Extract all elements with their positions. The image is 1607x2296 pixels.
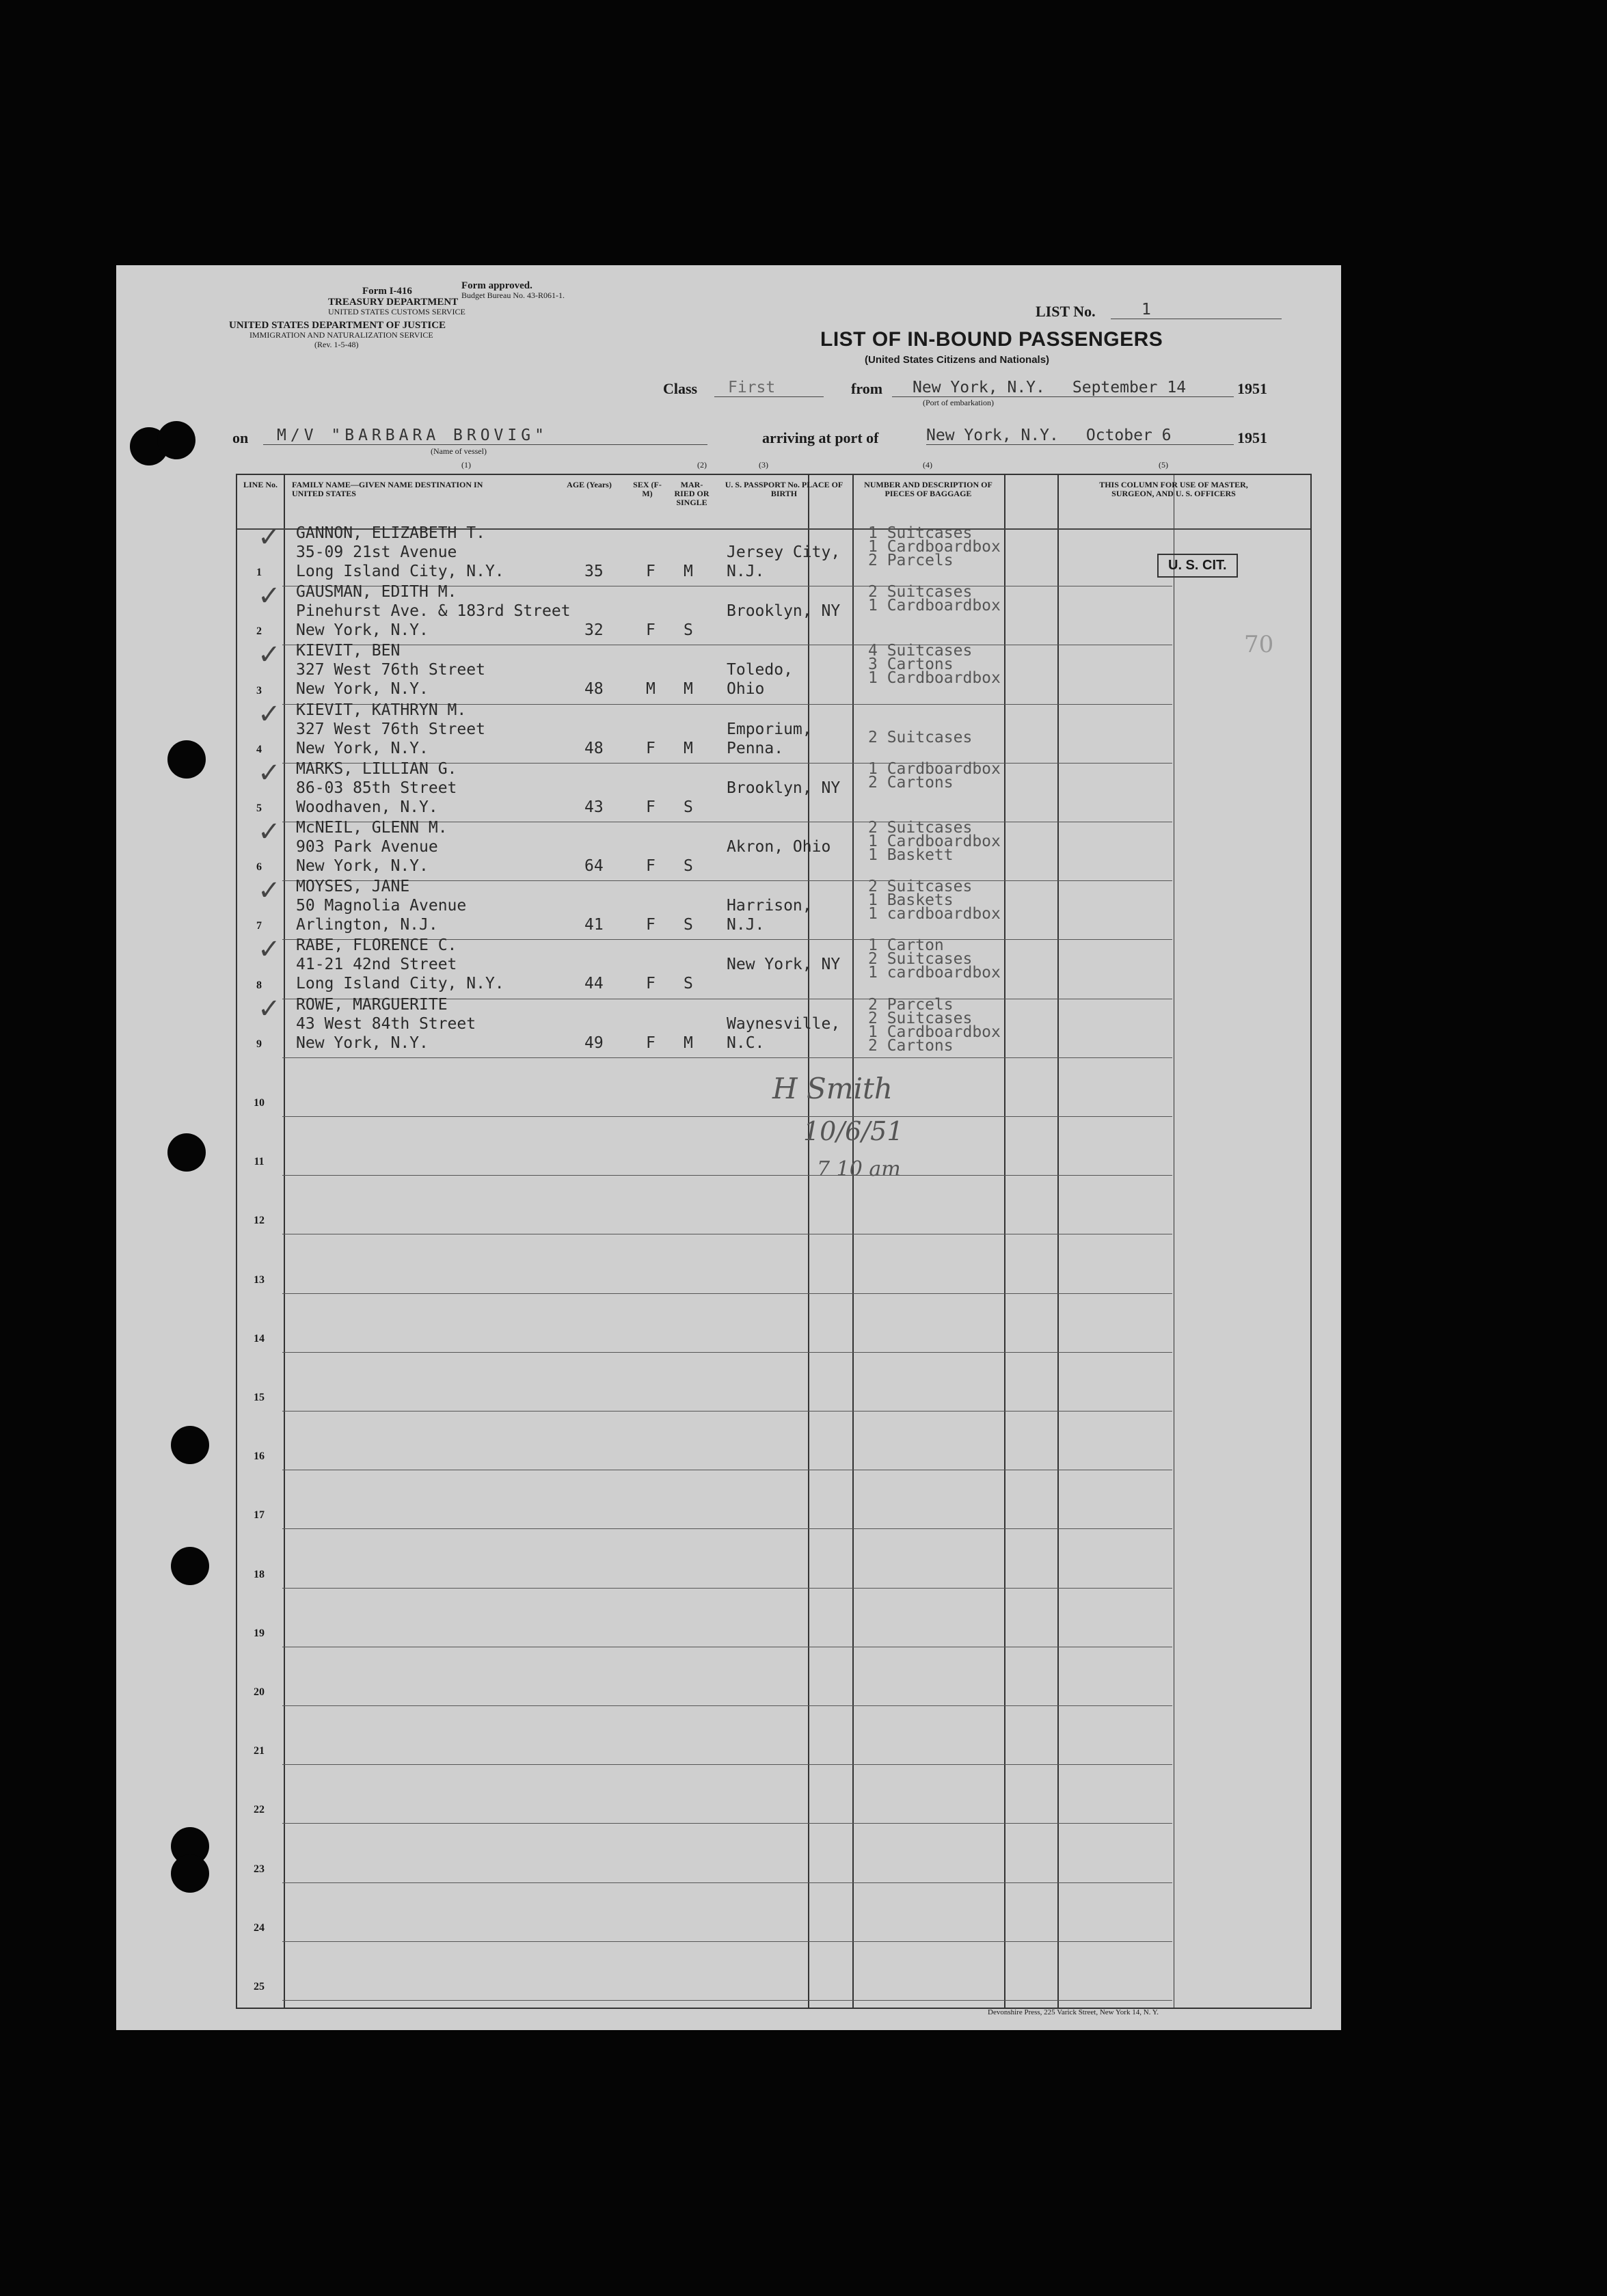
- cell-addr: New York, N.Y.: [296, 857, 429, 875]
- cell-bag: 1 Baskett: [868, 846, 954, 864]
- cell-name: ROWE, MARGUERITE: [296, 995, 448, 1014]
- row-line: [282, 880, 1172, 881]
- vessel-caption: (Name of vessel): [431, 446, 487, 456]
- col-num: (3): [759, 460, 768, 470]
- line-number: 5: [256, 802, 262, 814]
- line-number: 19: [254, 1627, 265, 1639]
- row-line: [282, 1941, 1172, 1942]
- class-value: First: [714, 379, 824, 397]
- cell-ms: M: [684, 680, 693, 699]
- cell-ms: S: [684, 975, 693, 993]
- cell-age: 64: [584, 857, 604, 875]
- cell-birth: Brooklyn, NY: [727, 602, 841, 621]
- cell-age: 49: [584, 1034, 604, 1052]
- port-caption: (Port of embarkation): [923, 398, 994, 407]
- punch-hole: [167, 1133, 206, 1172]
- cell-bag: 1 Cardboardbox: [868, 1023, 1001, 1041]
- col-num: (1): [461, 460, 471, 470]
- header-married: MAR-RIED OR SINGLE: [674, 480, 710, 507]
- line-number: 13: [254, 1273, 265, 1286]
- cell-birth: Penna.: [727, 739, 784, 757]
- cell-ms: S: [684, 621, 693, 640]
- page-title: LIST OF IN-BOUND PASSENGERS: [820, 328, 1163, 351]
- cell-birth: N.J.: [727, 563, 765, 580]
- customs-service: UNITED STATES CUSTOMS SERVICE: [328, 307, 465, 316]
- line-number: 20: [254, 1686, 265, 1698]
- line-number: 1: [256, 567, 262, 579]
- line-number: 12: [254, 1215, 265, 1227]
- line-number: 14: [254, 1332, 265, 1345]
- cell-bag: 4 Suitcases: [868, 642, 973, 660]
- cell-sex: M: [646, 680, 656, 699]
- header-sex: SEX (F-M): [633, 480, 662, 498]
- cell-bag: 1 Carton: [868, 936, 944, 955]
- cell-birth: N.J.: [727, 916, 765, 934]
- punch-hole: [167, 740, 206, 779]
- col-num: (4): [923, 460, 932, 470]
- cell-bag-extra: 2 Cartons: [868, 1036, 954, 1055]
- cell-bag: 1 Cardboardbox: [868, 597, 1001, 615]
- cell-birth: Toledo,: [727, 661, 793, 679]
- cell-age: 44: [584, 975, 604, 993]
- cell-addr: 86-03 85th Street: [296, 779, 457, 797]
- check-mark: ✓: [258, 757, 281, 789]
- cell-bag: 2 Suitcases: [868, 950, 973, 969]
- row-line: [282, 1588, 1172, 1589]
- line-number: 4: [256, 743, 262, 755]
- cell-addr: Woodhaven, N.Y.: [296, 798, 438, 816]
- row-line: [282, 1528, 1172, 1529]
- printer-footer: Devonshire Press, 225 Varick Street, New York 14, N. Y.: [988, 2008, 1159, 2016]
- line-number: 18: [254, 1568, 265, 1580]
- line-number: 16: [254, 1450, 265, 1463]
- budget-bureau: Budget Bureau No. 43-R061-1.: [461, 291, 565, 300]
- cell-addr: Pinehurst Ave. & 183rd Street: [296, 602, 571, 621]
- cell-age: 43: [584, 798, 604, 816]
- cell-bag: 1 cardboardbox: [868, 905, 1001, 923]
- col-num: (5): [1159, 460, 1168, 470]
- arriving-label: arriving at port of: [762, 429, 879, 446]
- line-number: 15: [254, 1392, 265, 1403]
- row-line: [282, 1293, 1172, 1294]
- cell-bag: 2 Suitcases: [868, 819, 973, 837]
- list-no-value: 1: [1111, 301, 1282, 319]
- departure-year: 1951: [1237, 380, 1267, 397]
- list-no-label: LIST No.: [1036, 303, 1096, 320]
- cell-age: 41: [584, 916, 604, 934]
- check-mark: ✓: [258, 580, 281, 612]
- cell-bag: 2 Suitcases: [868, 878, 973, 896]
- justice-dept: UNITED STATES DEPARTMENT OF JUSTICE: [229, 320, 446, 331]
- row-line: [282, 1823, 1172, 1824]
- page-subtitle: (United States Citizens and Nationals): [865, 354, 1050, 366]
- cell-ms: M: [684, 739, 693, 757]
- cell-bag: 2 Parcels: [868, 552, 954, 569]
- row-line: [282, 1175, 1172, 1176]
- cell-sex: F: [646, 798, 656, 816]
- cell-birth: New York, NY: [727, 956, 841, 974]
- on-label: on: [232, 429, 249, 446]
- cell-ms: S: [684, 916, 693, 934]
- row-line: [282, 1705, 1172, 1706]
- line-number: 9: [256, 1038, 262, 1050]
- cell-addr: 50 Magnolia Avenue: [296, 897, 467, 915]
- cell-birth: Jersey City,: [727, 543, 841, 561]
- cell-age: 48: [584, 739, 604, 757]
- line-number: 7: [256, 920, 262, 932]
- cell-name: GAUSMAN, EDITH M.: [296, 583, 457, 602]
- cell-sex: F: [646, 739, 656, 757]
- class-label: Class: [663, 380, 698, 397]
- punch-hole: [171, 1547, 209, 1585]
- check-mark: ✓: [258, 522, 281, 553]
- header-baggage: NUMBER AND DESCRIPTION OF PIECES OF BAGGAGE: [864, 480, 992, 498]
- cell-bag: 2 Suitcases: [868, 728, 973, 746]
- cell-addr: Long Island City, N.Y.: [296, 563, 504, 580]
- header-passport: U. S. PASSPORT No. PLACE OF BIRTH: [725, 480, 843, 498]
- row-line: [282, 1352, 1172, 1353]
- cell-bag: 3 Cartons: [868, 656, 954, 674]
- from-value: New York, N.Y. September 14: [892, 379, 1234, 397]
- cell-name: KIEVIT, BEN: [296, 642, 401, 660]
- check-mark: ✓: [258, 934, 281, 966]
- cell-bag: 1 Cardboardbox: [868, 538, 1001, 556]
- col-num: (2): [697, 460, 707, 470]
- header-age: AGE (Years): [567, 480, 612, 489]
- cell-addr: 327 West 76th Street: [296, 661, 485, 679]
- row-line: [282, 1057, 1172, 1058]
- line-number: 21: [254, 1745, 265, 1757]
- row-line: [282, 2000, 1172, 2001]
- cell-birth: Akron, Ohio: [727, 838, 831, 856]
- cell-bag: 1 Cardboardbox: [868, 759, 1001, 778]
- cell-addr: New York, N.Y.: [296, 739, 429, 757]
- line-number: 6: [256, 861, 262, 874]
- cell-bag: 2 Suitcases: [868, 1009, 973, 1027]
- cell-addr: Arlington, N.J.: [296, 916, 438, 934]
- cell-birth: Harrison,: [727, 897, 812, 915]
- line-number: 25: [254, 1981, 265, 1993]
- cell-birth: Ohio: [727, 680, 765, 699]
- cell-addr: 327 West 76th Street: [296, 720, 485, 738]
- line-number: 17: [254, 1509, 265, 1522]
- cell-sex: F: [646, 857, 656, 875]
- cell-sex: F: [646, 1034, 656, 1052]
- cell-addr: New York, N.Y.: [296, 680, 429, 699]
- row-line: [282, 1764, 1172, 1765]
- line-number: 24: [254, 1921, 265, 1934]
- cell-age: 48: [584, 680, 604, 699]
- cell-ms: S: [684, 857, 693, 875]
- revision: (Rev. 1-5-48): [314, 340, 359, 349]
- cell-bag: 1 Baskets: [868, 891, 954, 910]
- ins-service: IMMIGRATION AND NATURALIZATION SERVICE: [249, 330, 433, 340]
- manifest-page: [116, 265, 1341, 2030]
- cell-sex: F: [646, 916, 656, 934]
- row-line: [282, 1882, 1172, 1883]
- cell-birth: Emporium,: [727, 720, 812, 738]
- punch-hole: [171, 1426, 209, 1464]
- check-mark: ✓: [258, 875, 281, 907]
- cell-addr: 43 West 84th Street: [296, 1014, 476, 1033]
- check-mark: ✓: [258, 816, 281, 848]
- cell-addr: Long Island City, N.Y.: [296, 975, 504, 993]
- officer-signature: H Smith: [772, 1072, 893, 1105]
- cell-age: 35: [584, 563, 604, 580]
- header-line-no: LINE No.: [243, 480, 278, 489]
- line-number: 23: [254, 1863, 265, 1875]
- cell-ms: M: [684, 563, 693, 580]
- cell-sex: F: [646, 975, 656, 993]
- arrival-year: 1951: [1237, 429, 1267, 446]
- vessel-name: M/V "BARBARA BROVIG": [263, 427, 707, 445]
- line-number: 10: [254, 1097, 265, 1109]
- row-line: [282, 1411, 1172, 1412]
- line-number: 3: [256, 684, 262, 697]
- punch-hole: [157, 421, 195, 459]
- cell-sex: F: [646, 621, 656, 640]
- check-mark: ✓: [258, 698, 281, 730]
- cell-birth: N.C.: [727, 1034, 765, 1052]
- line-number: 2: [256, 625, 262, 638]
- treasury-dept: TREASURY DEPARTMENT: [328, 297, 459, 308]
- cell-sex: F: [646, 563, 656, 580]
- cell-name: MARKS, LILLIAN G.: [296, 759, 457, 778]
- arrival-port: New York, N.Y. October 6: [926, 427, 1234, 445]
- cell-addr: 903 Park Avenue: [296, 838, 438, 856]
- cell-name: McNEIL, GLENN M.: [296, 819, 448, 837]
- cell-addr: New York, N.Y.: [296, 1034, 429, 1052]
- header-officers: THIS COLUMN FOR USE OF MASTER, SURGEON, AND U. S. OFFICERS: [1099, 480, 1248, 498]
- cell-name: KIEVIT, KATHRYN M.: [296, 701, 467, 719]
- cell-name: MOYSES, JANE: [296, 878, 410, 896]
- row-line: [282, 1116, 1172, 1117]
- cell-name: RABE, FLORENCE C.: [296, 936, 457, 955]
- cell-bag: 1 Cardboardbox: [868, 669, 1001, 688]
- cell-age: 32: [584, 621, 604, 640]
- line-number: 11: [254, 1156, 265, 1168]
- cell-birth: Waynesville,: [727, 1014, 841, 1033]
- header-name: FAMILY NAME—GIVEN NAME DESTINATION IN UNITED STATES: [292, 480, 483, 498]
- form-number: Form I-416: [362, 286, 412, 297]
- line-number: 22: [254, 1804, 265, 1816]
- cell-bag: 2 Suitcases: [868, 583, 973, 602]
- cell-bag: 1 cardboardbox: [868, 964, 1001, 982]
- check-mark: ✓: [258, 639, 281, 671]
- punch-hole: [171, 1854, 209, 1893]
- cell-bag: 1 Suitcases: [868, 524, 973, 542]
- cell-name: GANNON, ELIZABETH T.: [296, 524, 485, 542]
- cell-bag: 1 Cardboardbox: [868, 833, 1001, 850]
- signature-time: 7 10 am: [817, 1157, 901, 1181]
- cell-addr: 35-09 21st Avenue: [296, 543, 457, 561]
- form-approved: Form approved.: [461, 280, 532, 291]
- cell-bag: 2 Parcels: [868, 995, 954, 1014]
- line-number: 8: [256, 979, 262, 991]
- cell-ms: S: [684, 798, 693, 816]
- margin-mark: 70: [1244, 631, 1274, 658]
- cell-addr: New York, N.Y.: [296, 621, 429, 640]
- cell-bag: 2 Cartons: [868, 773, 954, 792]
- signature-date: 10/6/51: [803, 1116, 904, 1146]
- check-mark: ✓: [258, 992, 281, 1025]
- cell-addr: 41-21 42nd Street: [296, 956, 457, 974]
- cell-birth: Brooklyn, NY: [727, 779, 841, 797]
- cell-ms: M: [684, 1034, 693, 1052]
- citizen-stamp: U. S. CIT.: [1157, 554, 1238, 578]
- from-label: from: [851, 380, 883, 397]
